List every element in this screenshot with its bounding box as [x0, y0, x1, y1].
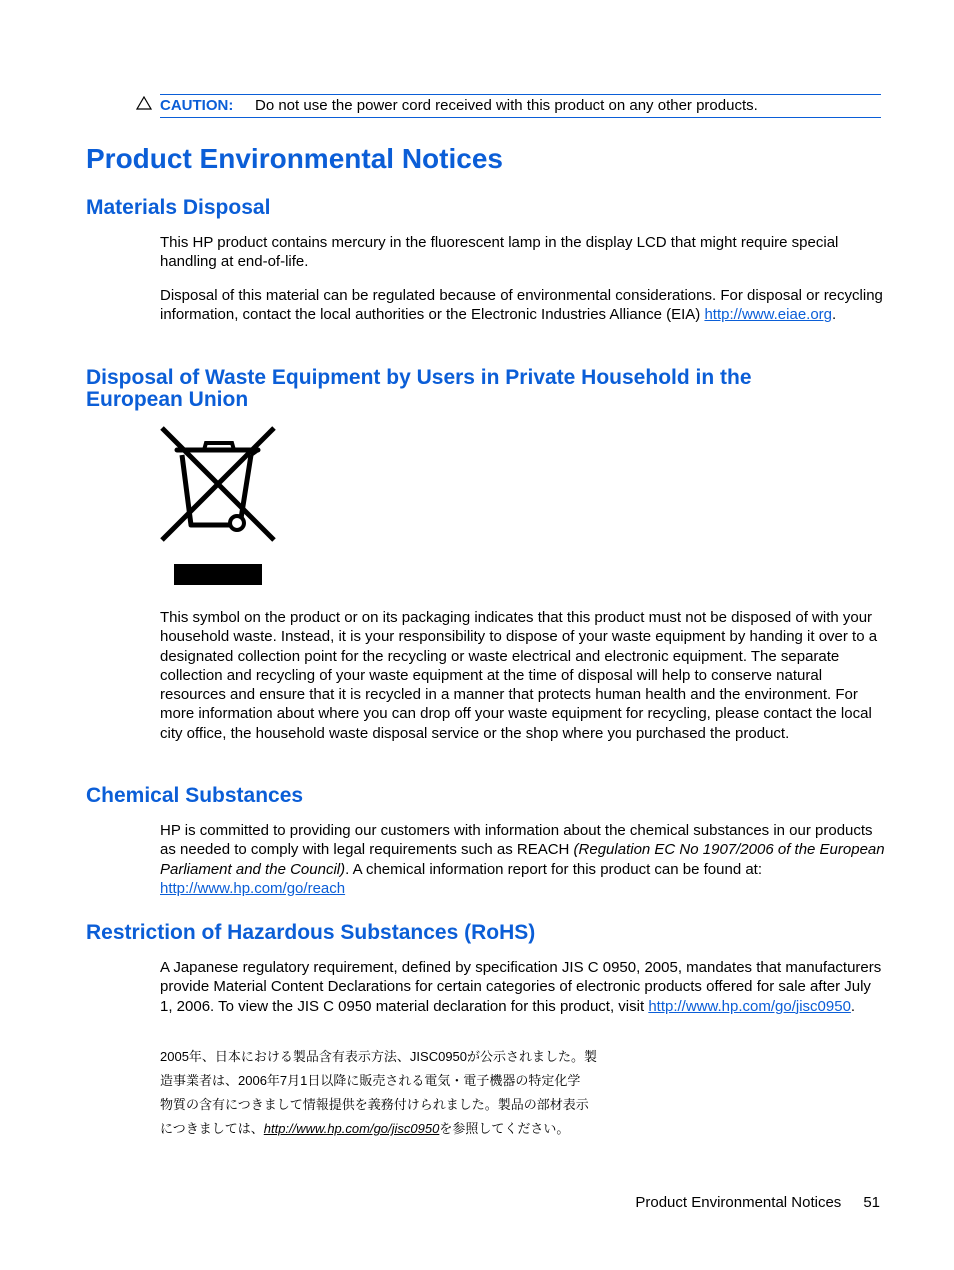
footer-section-title: Product Environmental Notices	[635, 1194, 842, 1211]
waste-paragraph: This symbol on the product or on its packaging indicates that this product must not be disposed of with your household waste. Instead, it is your responsibility to dispose of your waste equipment by handing it over to a designated collection point for the recycling or waste electrical and electronic equipment. The separate collection and recycling of your waste equipment at the time of disposal will help to conserve natural resources and ensure that it is recycled in a manner that protects human health and the environment. For more information about where you can drop off your waste equipment for recycling, please contact the local city office, the household waste disposal service or the shop where you purchased the product.	[160, 609, 878, 742]
page-title: Product Environmental Notices	[86, 143, 503, 174]
materials-disposal-heading: Materials Disposal	[86, 196, 271, 219]
materials-paragraph-2: Disposal of this material can be regulated because of environmental considerations. For disposal or recycling information, contact the local authorities or the Electronic Industries Alliance (EIA) http://www.eiae.org.	[160, 287, 883, 324]
materials-paragraph-1: This HP product contains mercury in the fluorescent lamp in the display LCD that might require special handling at end-of-life.	[160, 234, 839, 271]
caution-box	[160, 94, 881, 118]
crossed-out-wheelie-bin-icon	[160, 426, 276, 586]
chemical-substances-heading: Chemical Substances	[86, 784, 304, 807]
eiae-link[interactable]: http://www.eiae.org	[704, 306, 833, 324]
reach-link[interactable]: http://www.hp.com/go/reach	[160, 879, 346, 897]
japanese-notice	[160, 1045, 630, 1141]
caution-label: CAUTION:	[160, 97, 234, 114]
page-footer	[635, 1193, 880, 1213]
waste-disposal-heading: Disposal of Waste Equipment by Users in Private Household in the European Union	[86, 366, 752, 411]
japanese-line-3: 物質の含有につきまして情報提供を義務付けられました。製品の部材表示	[160, 1097, 589, 1112]
japanese-jisc-link[interactable]: http://www.hp.com/go/jisc0950	[263, 1121, 440, 1136]
rohs-heading: Restriction of Hazardous Substances (RoHS)	[86, 921, 536, 944]
page-number: 51	[863, 1194, 880, 1211]
japanese-line-2: 造事業者は、2006年7月1日以降に販売される電気・電子機器の特定化学	[160, 1073, 581, 1088]
rohs-paragraph: A Japanese regulatory requirement, defined by specification JIS C 0950, 2005, mandates that manufacturers provide Material Content Declarations for certain categories of electronic products offered for sale after July 1, 2006. To view the JIS C 0950 material declaration for this product, visit http://www.hp.com/go/jisc0950.	[160, 959, 882, 1015]
japanese-line-1: 2005年、日本における製品含有表示方法、JISC0950が公示されました。製	[160, 1049, 598, 1064]
caution-text: Do not use the power cord received with this product on any other products.	[255, 97, 758, 114]
warning-triangle-icon	[136, 96, 152, 110]
chemical-paragraph: HP is committed to providing our customers with information about the chemical substances in our products as needed to comply with legal requirements such as REACH (Regulation EC No 1907/2006 of the European Parliament and the Council). A chemical information report for this product can be found at: http://www.hp.com/go/reach	[160, 822, 885, 897]
jisc0950-link[interactable]: http://www.hp.com/go/jisc0950	[648, 997, 851, 1015]
japanese-line-4: につきましては、http://www.hp.com/go/jisc0950を参照してください。	[160, 1121, 570, 1136]
